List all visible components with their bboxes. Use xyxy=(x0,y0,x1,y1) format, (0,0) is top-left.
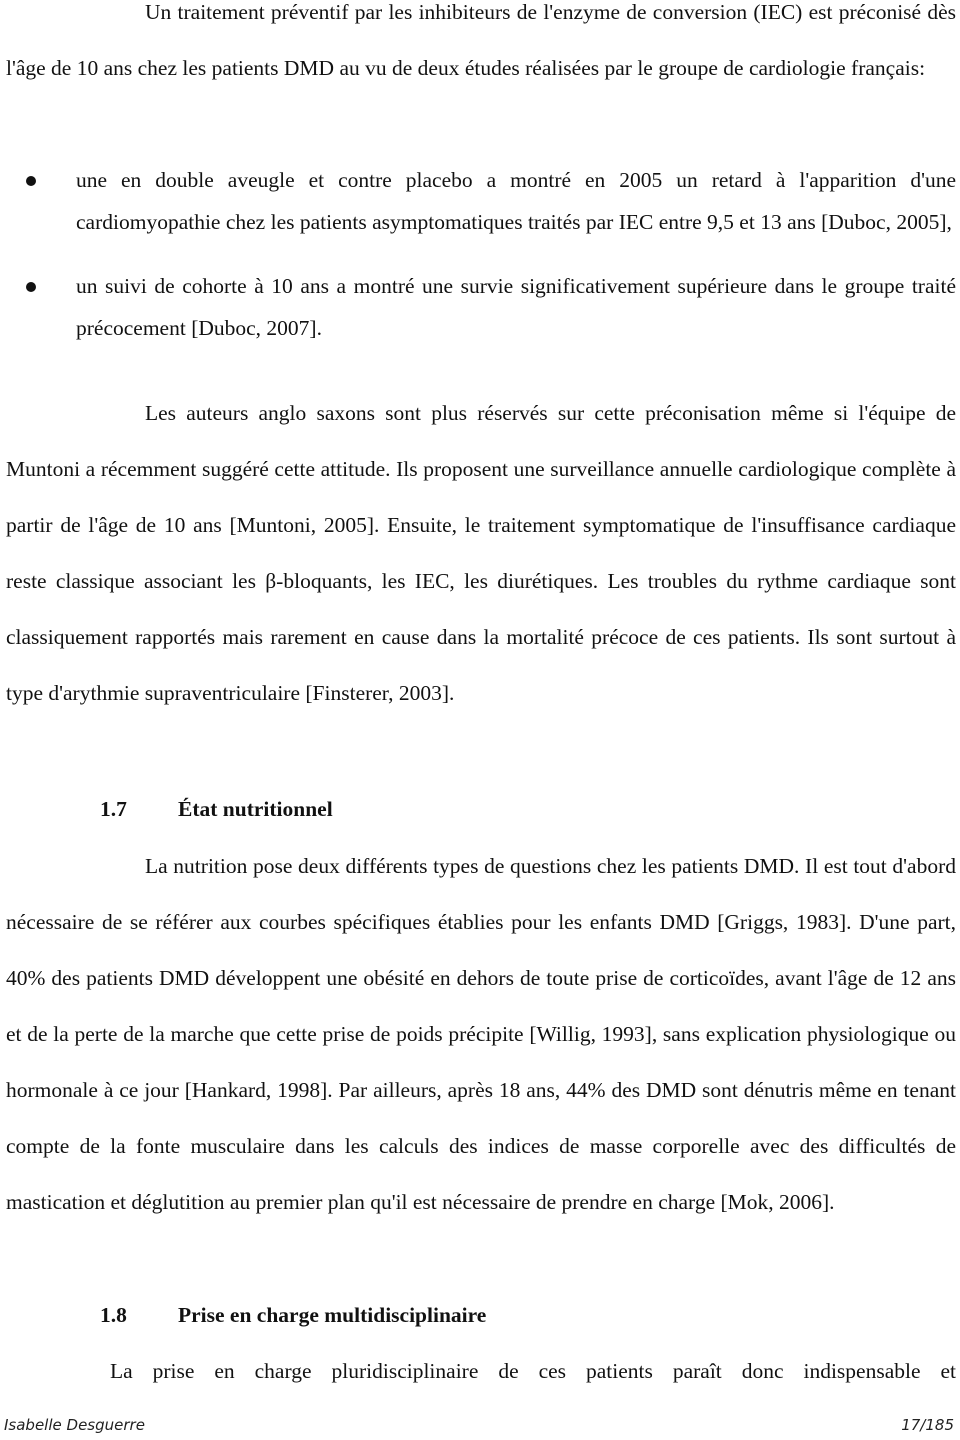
list-item-text: un suivi de cohorte à 10 ans a montré une survie significativement supérieure dans le groupe traité précocement [Duboc, 2007]. xyxy=(76,274,956,340)
bullet-list xyxy=(6,159,956,371)
list-item xyxy=(6,159,956,243)
paragraph-iec-treatment: Un traitement préventif par les inhibiteurs de l'enzyme de conversion (IEC) est préconisé dès l'âge de 10 ans chez les patients DMD au vu de deux études réalisées par le groupe de cardiologie français: xyxy=(6,0,956,80)
section-title: État nutritionnel xyxy=(178,797,333,821)
section-number: 1.8 xyxy=(100,1303,127,1327)
section-heading-1-7 xyxy=(100,794,333,824)
paragraph-nutrition: La nutrition pose deux différents types de questions chez les patients DMD. Il est tout d'abord nécessaire de se référer aux courbes spécifiques établies pour les enfants DMD [Griggs, 1983]. D'une part, 40% des patients DMD développent une obésité en dehors de toute prise de corticoïdes, avant l'âge de 12 ans et de la perte de la marche que cette prise de poids précipite [Willig, 1993], sans explication physiologique ou hormonale à ce jour [Hankard, 1998]. Par ailleurs, après 18 ans, 44% des DMD sont dénutris même en tenant compte de la fonte musculaire dans les calculs des indices de masse corporelle avec des difficultés de mastication et déglutition au premier plan qu'il est nécessaire de prendre en charge [Mok, 2006]. xyxy=(6,854,956,1214)
page-footer xyxy=(0,1414,960,1440)
paragraph-anglo-saxon-authors: Les auteurs anglo saxons sont plus réservés sur cette préconisation même si l'équipe de Muntoni a récemment suggéré cette attitude. Ils proposent une surveillance annuelle cardiologique complète à partir de l'âge de 10 ans [Muntoni, 2005]. Ensuite, le traitement symptomatique de l'insuffisance cardiaque reste classique associant les β-bloquants, les IEC, les diurétiques. Les troubles du rythme cardiaque sont classiquement rapportés mais rarement en cause dans la mortalité précoce de ces patients. Ils sont surtout à type d'arythmie supraventriculaire [Finsterer, 2003]. xyxy=(6,401,956,705)
section-number: 1.7 xyxy=(100,797,127,821)
bullet-dot-icon xyxy=(26,176,36,186)
section-heading-1-8 xyxy=(100,1300,486,1330)
paragraph-multidisciplinary: La prise en charge pluridisciplinaire de ces patients paraît donc indispensable et xyxy=(110,1359,956,1383)
bullet-dot-icon xyxy=(26,282,36,292)
list-item xyxy=(6,265,956,349)
section-title: Prise en charge multidisciplinaire xyxy=(178,1303,487,1327)
list-item-text: une en double aveugle et contre placebo a montré en 2005 un retard à l'apparition d'une cardiomyopathie chez les patients asymptomatiques traités par IEC entre 9,5 et 13 ans [Duboc, 2005], xyxy=(76,168,956,234)
footer-author: Isabelle Desguerre xyxy=(4,1416,145,1434)
footer-page-number: 17/185 xyxy=(901,1416,954,1434)
